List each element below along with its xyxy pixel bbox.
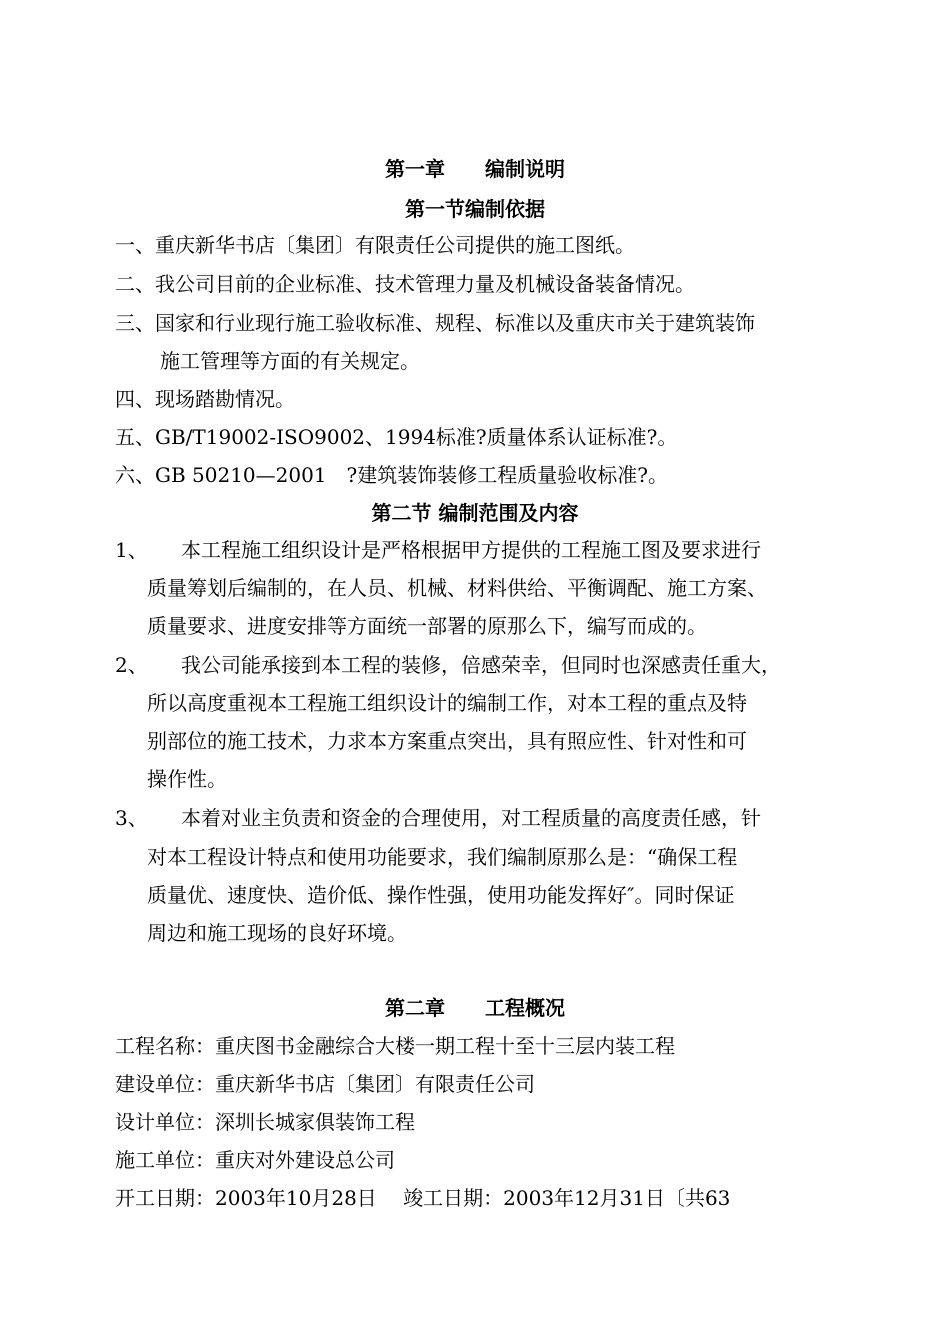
scope-item-3-line-1: 本着对业主负责和资金的合理使用，对工程质量的高度责任感，针 [181, 806, 761, 830]
basis-item-6: 六、GB 50210—2001 ?建筑装饰装修工程质量验收标准?。 [115, 463, 668, 487]
scope-item-1-number: 1、 [115, 538, 148, 562]
scope-item-2-line-2: 所以高度重视本工程施工组织设计的编制工作，对本工程的重点及特 [147, 691, 747, 715]
section-2-title: 第二节 编制范围及内容 [371, 501, 579, 525]
scope-item-2-line-1: 我公司能承接到本工程的装修，倍感荣幸，但同时也深感责任重大， [181, 653, 781, 677]
scope-item-3-line-4: 周边和施工现场的良好环境。 [147, 921, 407, 945]
designer-field: 设计单位：深圳长城家俱装饰工程 [115, 1110, 415, 1134]
scope-item-3-line-3: 质量优、速度快、造价低、操作性强，使用功能发挥好″。同时保证 [147, 883, 735, 907]
section-1-title: 第一节编制依据 [405, 197, 545, 221]
scope-item-1-line-3: 质量要求、进度安排等方面统一部署的原那么下，编写而成的。 [147, 614, 707, 638]
scope-item-2-number: 2、 [115, 653, 148, 677]
builder-field: 建设单位：重庆新华书店〔集团〕有限责任公司 [115, 1072, 535, 1096]
scope-item-2-line-3: 别部位的施工技术，力求本方案重点突出，具有照应性、针对性和可 [147, 729, 747, 753]
basis-item-2: 二、我公司目前的企业标准、技术管理力量及机械设备装备情况。 [115, 272, 695, 296]
scope-item-1-line-1: 本工程施工组织设计是严格根据甲方提供的工程施工图及要求进行 [181, 538, 761, 562]
basis-item-5: 五、GB/T19002-ISO9002、1994标准?质量体系认证标准?。 [115, 425, 678, 449]
scope-item-3-line-2: 对本工程设计特点和使用功能要求，我们编制原那么是：“确保工程 [147, 845, 738, 869]
contractor-field: 施工单位：重庆对外建设总公司 [115, 1148, 395, 1172]
scope-item-1-line-2: 质量筹划后编制的，在人员、机械、材料供给、平衡调配、施工方案、 [147, 576, 767, 600]
basis-item-4: 四、现场踏勘情况。 [115, 387, 295, 411]
scope-item-3-number: 3、 [115, 806, 148, 830]
basis-item-1: 一、重庆新华书店〔集团〕有限责任公司提供的施工图纸。 [115, 233, 635, 257]
basis-item-3: 三、国家和行业现行施工验收标准、规程、标准以及重庆市关于建筑装饰 [115, 311, 755, 335]
project-name-field: 工程名称：重庆图书金融综合大楼一期工程十至十三层内装工程 [115, 1034, 675, 1058]
schedule-field: 开工日期：2003年10月28日 竣工日期：2003年12月31日〔共63 [115, 1186, 731, 1210]
chapter-1-title: 第一章 编制说明 [385, 157, 565, 181]
chapter-2-title: 第二章 工程概况 [385, 996, 565, 1020]
basis-item-3-continued: 施工管理等方面的有关规定。 [160, 349, 420, 373]
scope-item-2-line-4: 操作性。 [147, 767, 227, 791]
